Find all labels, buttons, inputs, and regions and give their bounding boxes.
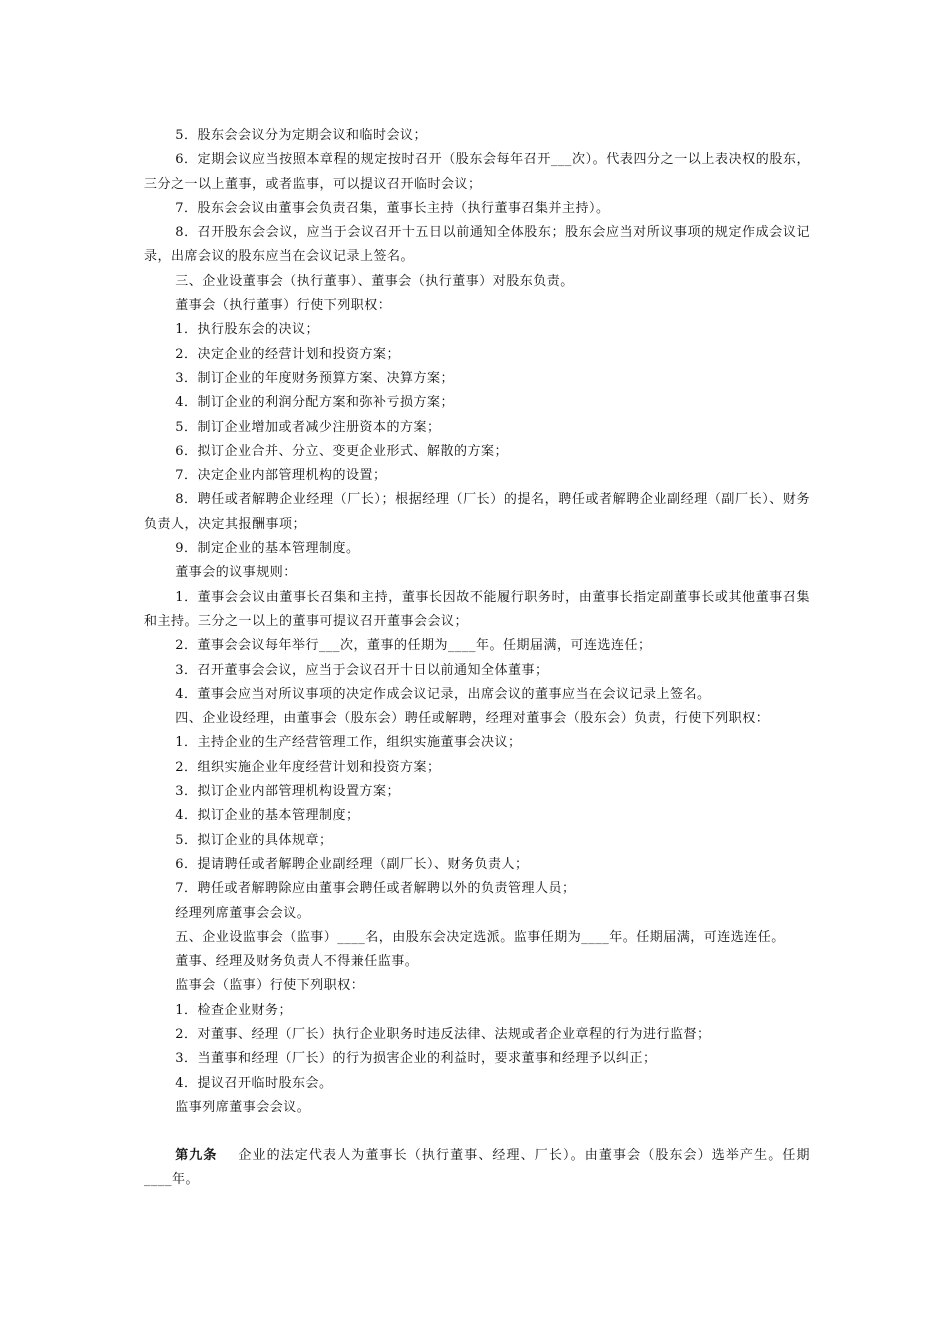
paragraph-gap (144, 1120, 810, 1144)
paragraph: 董事会的议事规则： (175, 565, 297, 581)
paragraph: 5．股东会会议分为定期会议和临时会议； (175, 128, 427, 143)
list-item: 1．检查企业财务； (175, 1002, 292, 1018)
list-item: 9．制定企业的基本管理制度。 (175, 541, 360, 557)
paragraph: 董事、经理及财务负责人不得兼任监事。 (175, 954, 419, 970)
section-heading: 五、企业设监事会（监事）____名，由股东会决定选派。监事任期为____年。任期届满，可连选连任。 (175, 929, 785, 945)
list-item: 3．制订企业的年度财务预算方案、决算方案； (175, 370, 454, 386)
list-item: 3．当董事和经理（厂长）的行为损害企业的利益时，要求董事和经理予以纠正； (175, 1051, 657, 1067)
section-heading: 四、企业设经理，由董事会（股东会）聘任或解聘，经理对董事会（股东会）负责，行使下列职权： (175, 711, 770, 727)
article-9 (144, 1144, 810, 1193)
list-item: 4．拟订企业的基本管理制度； (175, 808, 360, 824)
list-item: 2．组织实施企业年度经营计划和投资方案； (175, 759, 441, 775)
paragraph: 董事会（执行董事）行使下列职权： (175, 298, 392, 314)
list-item: 5．制订企业增加或者减少注册资本的方案； (175, 419, 441, 435)
paragraph: 8．召开股东会会议，应当于会议召开十五日以前通知全体股东；股东会应当对所议事项的规定作成会议记录，出席会议的股东应当在会议记录上签名。 (144, 225, 810, 265)
list-item: 4．董事会应当对所议事项的决定作成会议记录，出席会议的董事应当在会议记录上签名。 (175, 686, 711, 702)
list-item: 7．决定企业内部管理机构的设置； (175, 468, 387, 484)
paragraph: 监事会（监事）行使下列职权： (175, 978, 365, 994)
list-item: 6．提请聘任或者解聘企业副经理（副厂长）、财务负责人； (175, 856, 529, 872)
article-9-text: 企业的法定代表人为董事长（执行董事、经理、厂长）。由董事会（股东会）选举产生。任期____年。 (144, 1148, 810, 1188)
paragraph: 经理列席董事会会议。 (175, 905, 311, 921)
list-item: 4．提议召开临时股东会。 (175, 1075, 333, 1091)
paragraph: 7．股东会会议由董事会负责召集，董事长主持（执行董事召集并主持）。 (175, 200, 610, 216)
list-item: 5．拟订企业的具体规章； (175, 832, 333, 848)
document-body (144, 124, 810, 1193)
list-item: 1．董事会会议由董事长召集和主持，董事长因故不能履行职务时，由董事长指定副董事长或其他董事召集和主持。三分之一以上的董事可提议召开董事会会议； (144, 589, 810, 629)
article-9-heading: 第九条 (175, 1148, 218, 1164)
list-item: 1．主持企业的生产经营管理工作，组织实施董事会决议； (175, 735, 522, 751)
list-item: 7．聘任或者解聘除应由董事会聘任或者解聘以外的负责管理人员； (175, 881, 576, 897)
section-heading: 三、企业设董事会（执行董事）、董事会（执行董事）对股东负责。 (175, 273, 574, 289)
list-item: 4．制订企业的利润分配方案和弥补亏损方案； (175, 395, 454, 411)
paragraph: 6．定期会议应当按照本章程的规定按时召开（股东会每年召开___次）。代表四分之一以上表决权的股东，三分之一以上董事，或者监事，可以提议召开临时会议； (144, 152, 810, 192)
list-item: 6．拟订企业合并、分立、变更企业形式、解散的方案； (175, 443, 508, 459)
list-item: 1．执行股东会的决议； (175, 322, 319, 338)
list-item: 3．召开董事会会议，应当于会议召开十日以前通知全体董事； (175, 662, 549, 678)
list-item: 3．拟订企业内部管理机构设置方案； (175, 784, 400, 800)
list-item: 2．董事会会议每年举行___次，董事的任期为____年。任期届满，可连选连任； (175, 638, 652, 654)
list-item: 2．决定企业的经营计划和投资方案； (175, 346, 400, 362)
list-item: 8．聘任或者解聘企业经理（厂长）；根据经理（厂长）的提名，聘任或者解聘企业副经理（副厂长）、财务负责人，决定其报酬事项； (144, 492, 810, 532)
list-item: 2．对董事、经理（厂长）执行企业职务时违反法律、法规或者企业章程的行为进行监督； (175, 1026, 711, 1042)
paragraph: 监事列席董事会会议。 (175, 1099, 311, 1115)
